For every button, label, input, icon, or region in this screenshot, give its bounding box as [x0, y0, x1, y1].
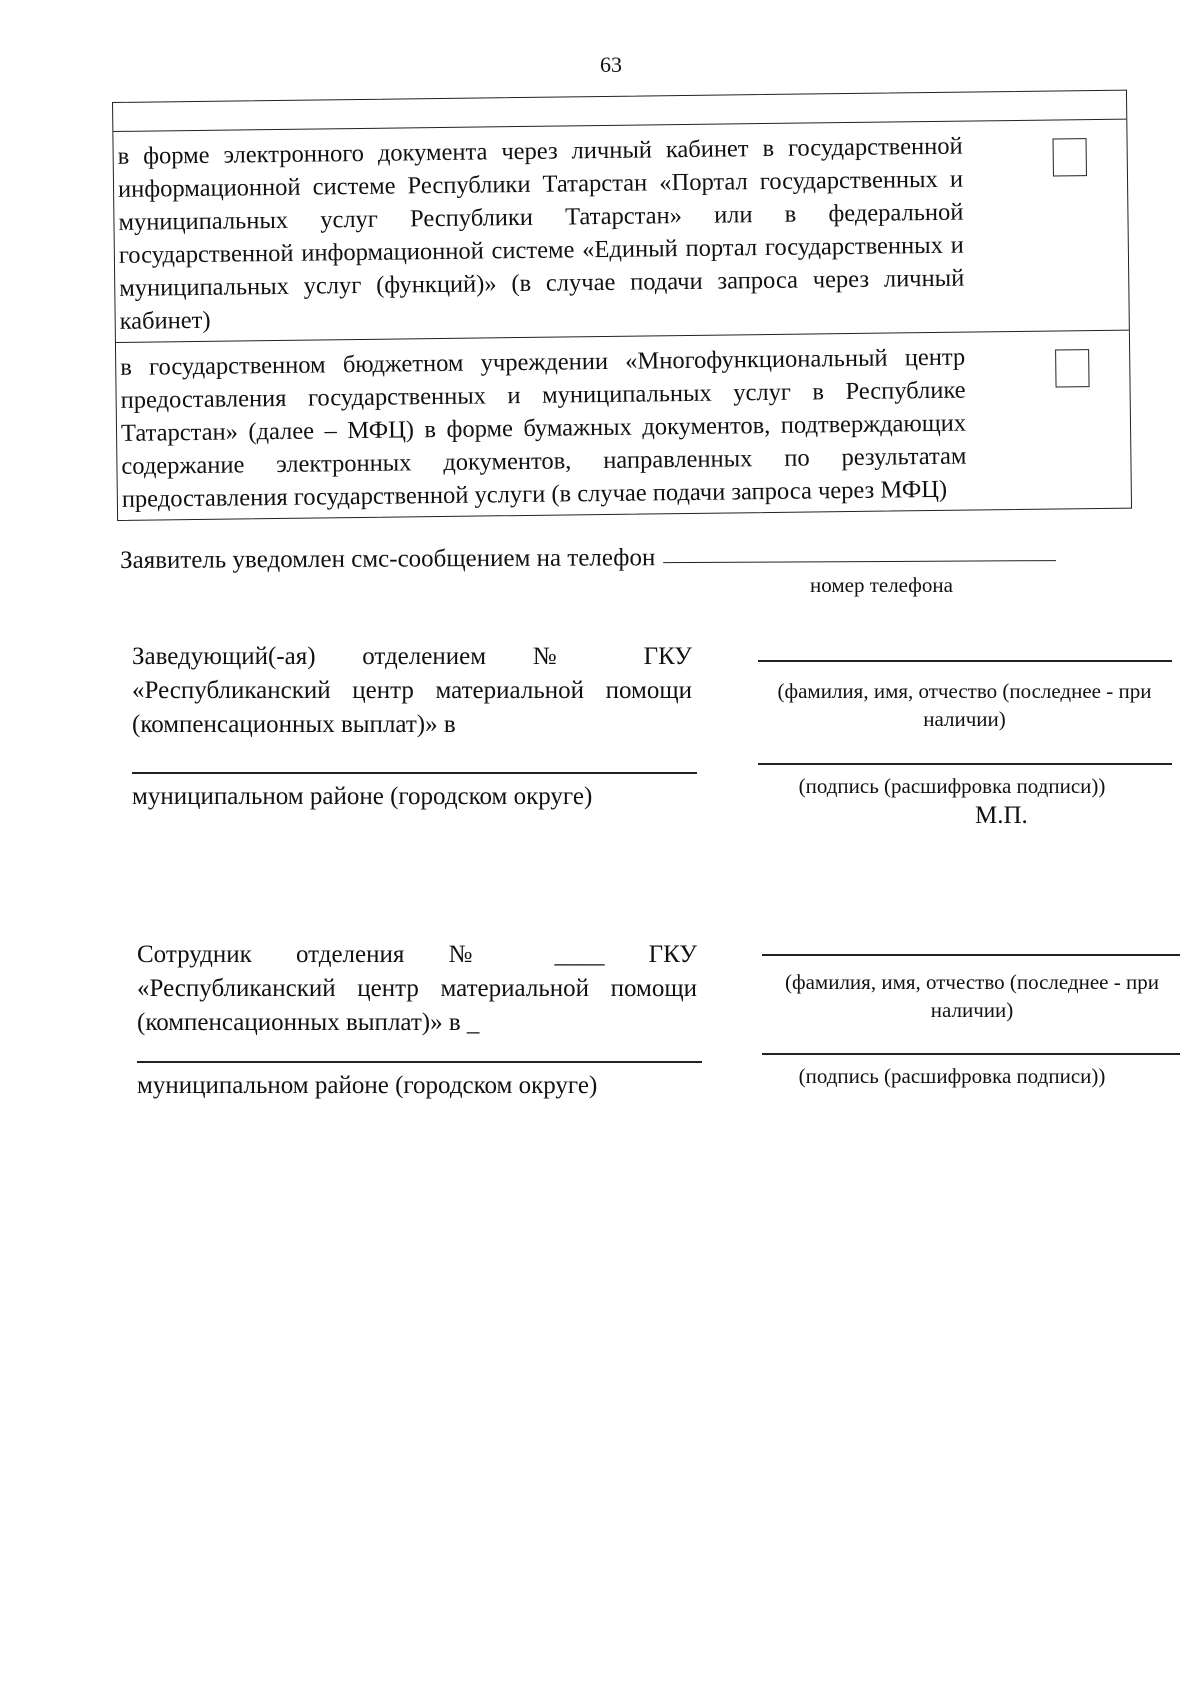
head-district-rule: [132, 772, 697, 774]
employee-signature-rule: [762, 1053, 1180, 1055]
employee-district-text: муниципальном районе (городском округе): [137, 1072, 598, 1099]
employee-role-text: Сотрудник отделения № ____ ГКУ «Республиканский центр материальной помощи (компенсационных выплат)» в _: [137, 941, 697, 1036]
option-text-electronic: в форме электронного документа через личный кабинет в государственной информационной системе Республики Татарстан «Портал государственных и муниципальных услуг Республики Татарстан» или в федеральной государственной информационной системе «Единый портал государственных и муниципальных услуг (функций)» (в случае подачи запроса через личный кабинет): [117, 132, 965, 335]
page-number: 63: [600, 52, 622, 77]
sms-notice-label: Заявитель уведомлен смс-сообщением на телефон: [120, 544, 656, 574]
head-signature-caption: (подпись (расшифровка подписи)): [798, 774, 1106, 798]
employee-signature-caption: (подпись (расшифровка подписи)): [798, 1064, 1106, 1088]
phone-number-caption: номер телефона: [810, 573, 953, 597]
stamp-placeholder: М.П.: [975, 802, 1028, 829]
option-row-electronic: [113, 120, 1128, 342]
head-signature-rule: [758, 763, 1172, 765]
head-role-text: Заведующий(-ая) отделением № ГКУ «Республиканский центр материальной помощи (компенсационных выплат)» в: [132, 643, 692, 738]
employee-name-caption: (фамилия, имя, отчество (последнее - при наличии): [785, 970, 1159, 1022]
head-name-caption: (фамилия, имя, отчество (последнее - при наличии): [777, 679, 1152, 731]
phone-number-blank[interactable]: [663, 560, 1056, 563]
checkbox-electronic[interactable]: [1053, 138, 1087, 176]
employee-name-rule: [762, 954, 1180, 956]
employee-district-rule: [137, 1061, 702, 1063]
checkbox-mfc[interactable]: [1055, 349, 1089, 387]
head-name-rule: [758, 660, 1172, 662]
delivery-options-table: [112, 90, 1132, 521]
head-district-text: муниципальном районе (городском округе): [132, 783, 593, 810]
sms-notice: [120, 542, 1056, 575]
option-text-mfc: в государственном бюджетном учреждении «Многофункциональный центр предоставления государственных и муниципальных услуг в Республике Татарстан» (далее – МФЦ) в форме бумажных документов, подтверждающих содержание электронных документов, направленных по результатам предоставления государственной услуги (в случае подачи запроса через МФЦ): [120, 343, 967, 513]
option-row-mfc: [116, 330, 1131, 520]
